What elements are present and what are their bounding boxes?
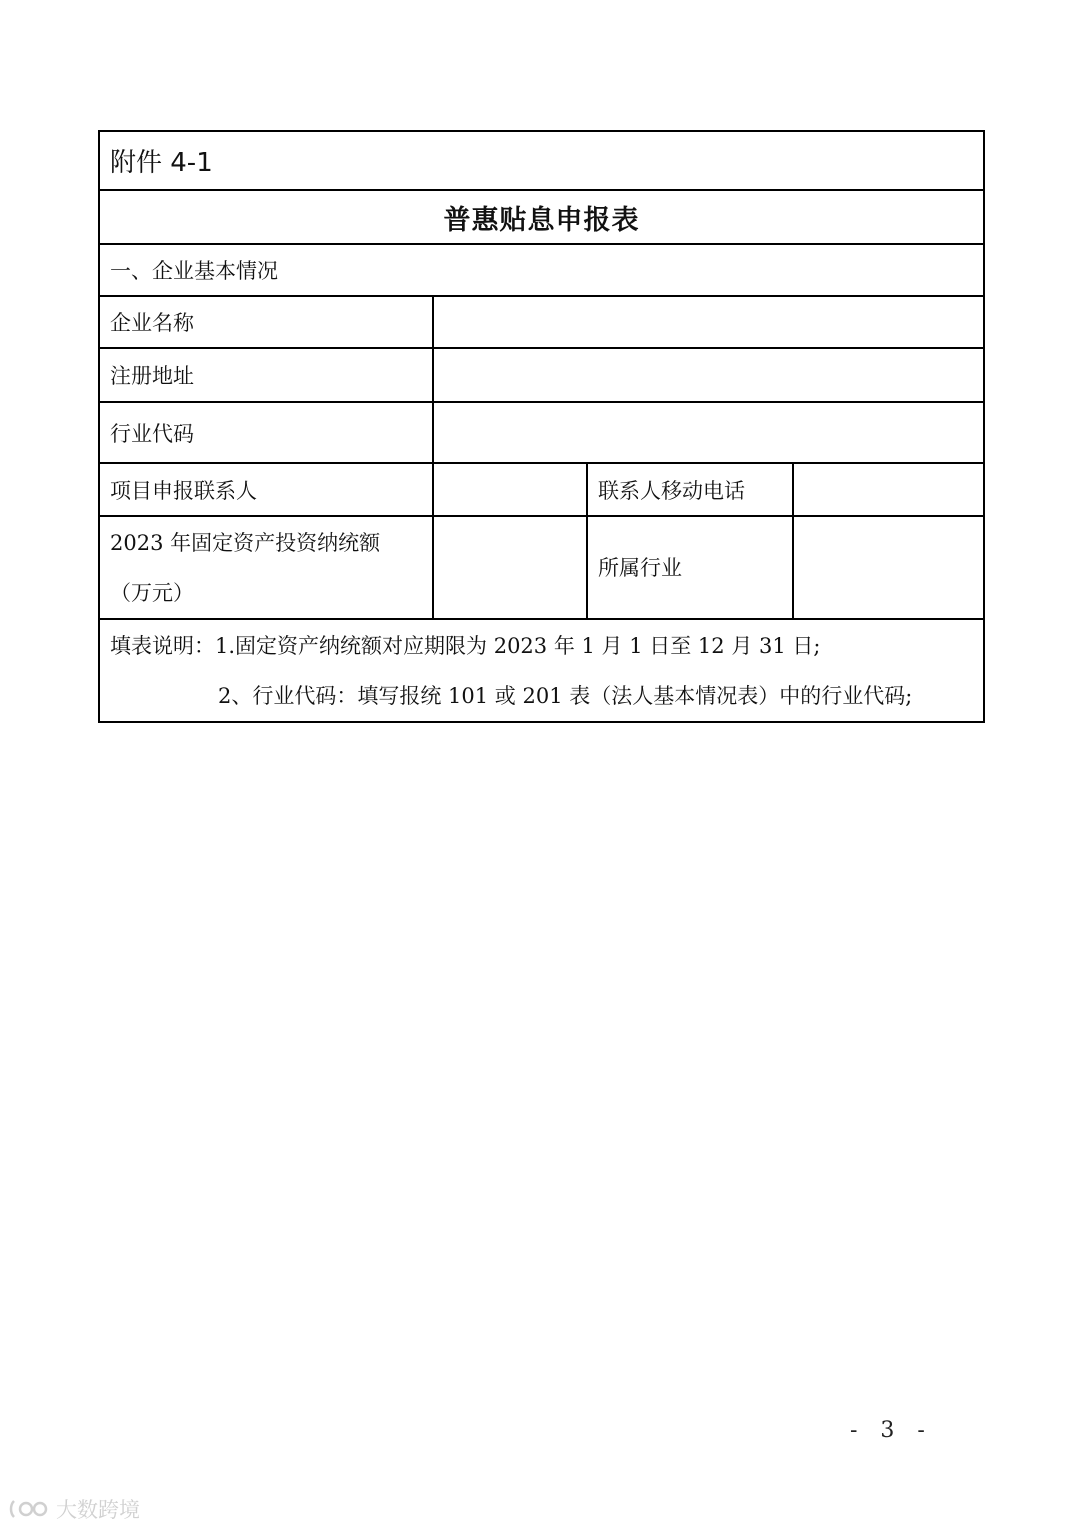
- form-title: 普惠贴息申报表: [99, 190, 984, 244]
- instruction-line-1: 填表说明：1.固定资产纳统额对应期限为 2023 年 1 月 1 日至 12 月 31 日;: [110, 633, 821, 658]
- application-form-table: [98, 130, 985, 723]
- investment-amount-field[interactable]: [433, 516, 587, 619]
- contact-person-label: 项目申报联系人: [99, 463, 433, 516]
- watermark-logo-icon: [8, 1497, 52, 1521]
- contact-person-field[interactable]: [433, 463, 587, 516]
- contact-mobile-label: 联系人移动电话: [587, 463, 793, 516]
- watermark-text: 大数跨境: [56, 1498, 140, 1522]
- company-name-field[interactable]: [433, 296, 984, 348]
- investment-amount-label: 2023 年固定资产投资纳统额（万元）: [99, 516, 433, 619]
- industry-field[interactable]: [793, 516, 984, 619]
- filling-instructions: [99, 619, 984, 722]
- registered-address-label: 注册地址: [99, 348, 433, 402]
- contact-mobile-field[interactable]: [793, 463, 984, 516]
- company-name-label: 企业名称: [99, 296, 433, 348]
- industry-code-field[interactable]: [433, 402, 984, 463]
- industry-code-label: 行业代码: [99, 402, 433, 463]
- registered-address-field[interactable]: [433, 348, 984, 402]
- section-heading: 一、企业基本情况: [99, 244, 984, 296]
- page-number: - 3 -: [850, 1418, 933, 1443]
- industry-label: 所属行业: [587, 516, 793, 619]
- attachment-label: 附件 4-1: [99, 131, 984, 190]
- watermark: [8, 1494, 140, 1524]
- instruction-line-2: 2、行业代码：填写报统 101 或 201 表（法人基本情况表）中的行业代码;: [218, 683, 913, 708]
